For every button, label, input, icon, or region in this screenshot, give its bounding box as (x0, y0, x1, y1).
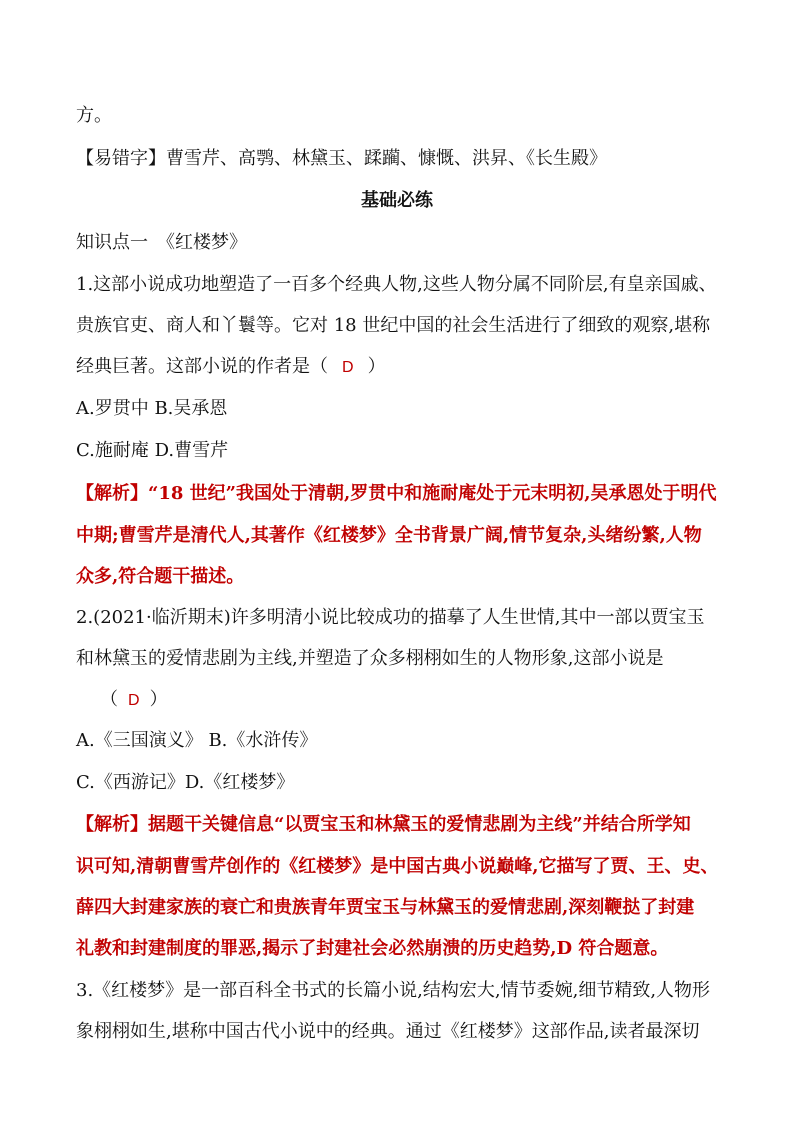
q1-analysis-line-3: 众多,符合题干描述。 (76, 566, 245, 587)
section-title: 基础必练 (361, 190, 433, 211)
q1-close-bracket: ） (367, 356, 386, 377)
previous-paragraph-tail: 方。 (76, 105, 112, 126)
q2-analysis-line-3: 薛四大封建家族的衰亡和贵族青年贾宝玉与林黛玉的爱情悲剧,深刻鞭挞了封建 (76, 897, 695, 918)
q1-analysis-line-2: 中期;曹雪芹是清代人,其著作《红楼梦》全书背景广阔,情节复杂,头绪纷繁,人物 (76, 525, 702, 546)
q3-stem-line-2: 象栩栩如生,堪称中国古代小说中的经典。通过《红楼梦》这部作品,读者最深切 (76, 1021, 700, 1042)
typo-words-list: 曹雪芹、高鹗、林黛玉、蹂躏、慷慨、洪昇、《长生殿》 (166, 148, 607, 169)
q2-close-bracket: ） (149, 689, 168, 710)
q2-answer: D (128, 692, 140, 709)
q1-stem-line-2: 贵族官吏、商人和丫鬟等。它对 18 世纪中国的社会生活进行了细致的观察,堪称 (76, 315, 711, 336)
typo-words-line (76, 147, 726, 171)
q2-stem-line-1: 2.(2021·临沂期末)许多明清小说比较成功的描摹了人生世情,其中一部以贾宝玉 (76, 607, 705, 628)
typo-words-prefix: 【易错字】 (76, 148, 166, 169)
q1-options-cd: C.施耐庵 D.曹雪芹 (76, 440, 229, 461)
knowledge-point-title: 知识点一 《红楼梦》 (76, 232, 247, 253)
q1-analysis-line-1: 【解析】“18 世纪”我国处于清朝,罗贯中和施耐庵处于元末明初,吴承恩处于明代 (76, 483, 717, 504)
q1-stem-line-3 (76, 355, 726, 380)
q2-analysis-line-2: 识可知,清朝曹雪芹创作的《红楼梦》是中国古典小说巅峰,它描写了贾、王、史、 (76, 856, 719, 877)
q2-analysis-line-1: 【解析】据题干关键信息“以贾宝玉和林黛玉的爱情悲剧为主线”并结合所学知 (76, 814, 691, 835)
q2-stem-line-2: 和林黛玉的爱情悲剧为主线,并塑造了众多栩栩如生的人物形象,这部小说是 (76, 648, 664, 669)
q1-answer: D (342, 359, 354, 376)
q2-answer-bracket (100, 688, 750, 713)
q3-stem-line-1: 3.《红楼梦》是一部百科全书式的长篇小说,结构宏大,情节委婉,细节精致,人物形 (76, 980, 711, 1001)
q1-options-ab: A.罗贯中 B.吴承恩 (76, 398, 228, 419)
q2-options-cd: C.《西游记》D.《红楼梦》 (76, 772, 295, 793)
q2-analysis-line-4: 礼教和封建制度的罪恶,揭示了封建社会必然崩溃的历史趋势,D 符合题意。 (76, 938, 669, 959)
q1-stem-line-1: 1.这部小说成功地塑造了一百多个经典人物,这些人物分属不同阶层,有皇亲国戚、 (76, 274, 717, 295)
q2-options-ab: A.《三国演义》 B.《水浒传》 (76, 730, 318, 751)
q1-stem-text: 经典巨著。这部小说的作者是（ (76, 356, 328, 377)
q2-open-bracket: （ (100, 689, 118, 710)
